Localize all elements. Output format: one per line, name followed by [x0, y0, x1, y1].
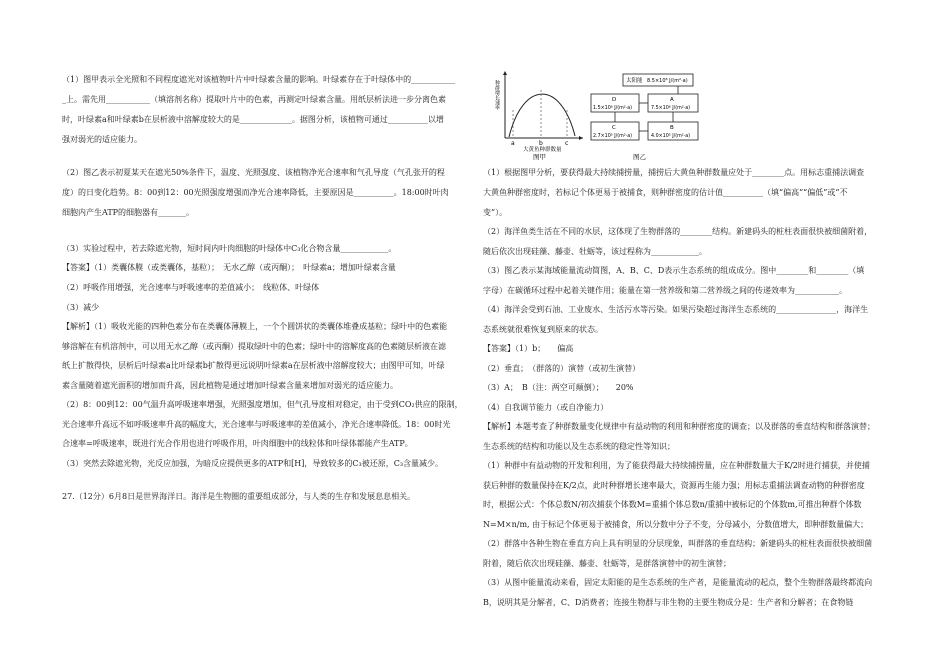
x-tick-a: a	[511, 140, 515, 147]
q27-analysis-line-2: 生态系统的结构和功能以及生态系统的稳定性等知识；	[483, 442, 675, 451]
q27-answer-line-3: （3）A； B（注：两空可颠倒）； 20%	[483, 383, 634, 392]
question-1-line-1: （1）图甲表示全光照和不同程度遮光对该植物叶片中叶绿素含量的影响。叶绿素存在于叶绿体中的___________	[62, 75, 456, 84]
analysis-line-4: 素含量随着遮光面积的增加而升高，因此植物是通过增加叶绿素含量来增加对弱光的适应能力。	[62, 381, 398, 390]
answer-line-3: （3）减少	[62, 303, 100, 312]
question-1-line-4: 强对弱光的适应能力。	[62, 135, 142, 144]
box-c-value: 2.7×10⁵ J/(m²·a)	[593, 134, 633, 139]
analysis-line-5: （2）8：00到12：00气温升高呼吸速率增强，光照强度增加，但气孔导度相对稳定，由于受到CO₂供应的限制，	[62, 400, 463, 409]
box-c-label: C	[612, 125, 616, 131]
box-a-label: A	[670, 97, 674, 103]
q27-2-line-1: （2）海洋鱼类生活在不同的水层，这体现了生物群落的________结构。新建码头的桩柱表面很快被细菌附着，	[483, 227, 873, 236]
box-b-value: 4.0×10⁵ J/(m²·a)	[651, 134, 691, 139]
q27-3-line-2: 字母）在碳循环过程中起着关键作用；能量在第一营养级和第二营养级之间的传递效率为___________。	[483, 286, 847, 295]
question-2-line-3: 细胞内产生ATP的细胞器有_______。	[62, 208, 195, 217]
question-1-line-2: _上。需先用___________（填溶剂名称）提取叶片中的色素，再测定叶绿素含量。用纸层析法进一步分离色素	[62, 95, 446, 104]
q27-answer-line-2: （2）垂直； （群落的）演替（或初生演替）	[483, 364, 641, 373]
x-tick-b: b	[539, 140, 543, 147]
caption-jia: 图甲	[533, 153, 546, 160]
x-tick-c: c	[565, 140, 569, 147]
answer-line-1: 【答案】（1）类囊体膜（或类囊体，基粒）； 无水乙醇（或丙酮）； 叶绿素a；增加叶绿素含量	[62, 263, 396, 272]
analysis-line-1: 【解析】（1）吸收光能的四种色素分布在类囊体薄膜上，一个个圆饼状的类囊体堆叠成基粒；绿叶中的色素能	[62, 322, 448, 331]
q27-analysis-line-9: （3）从图中能量流动来看，固定太阳能的是生态系统的生产者，是能量流动的起点，整个生物群落最终都流向	[483, 578, 873, 587]
figure-jia	[494, 71, 583, 160]
box-b-label: B	[670, 125, 674, 131]
q27-analysis-line-3: （1）种群中有益动物的开发和利用，为了能获得最大持续捕捞量，应在种群数量大于K/2时进行捕获，并使捕	[483, 461, 870, 470]
question-2-line-2: 度）的日变化趋势。8：00到12：00光照强度增强而净光合速率降低，主要原因是__________。18:00时叶肉	[62, 188, 449, 197]
x-axis-label: 大黄鱼种群数量	[523, 147, 562, 153]
box-d-label: D	[612, 97, 617, 103]
q27-analysis-line-4: 获后种群的数量保持在K/2点，此时种群增长速率最大，资源再生能力强；用标志重捕法调查动物的种群密度	[483, 481, 865, 490]
q27-analysis-line-6: N=M×n/m, 由于标记个体更易于被捕食，所以分数中分子不变，分母减小，分数值增大，即种群数量偏大；	[483, 520, 869, 529]
analysis-line-2: 够溶解在有机溶剂中，可以用无水乙醇（或丙酮）提取绿叶中的色素；绿叶中的溶解度高的色素随层析液在滤	[62, 342, 446, 351]
q27-4-line-2: 态系统就很难恢复到原来的状态。	[483, 325, 603, 334]
q27-analysis-line-7: （2）群落中各种生物在垂直方向上具有明显的分层现象，叫群落的垂直结构；新建码头的桩柱表面很快被细菌	[483, 539, 873, 548]
q27-4-line-1: （4）海洋会受到石油、工业废水、生活污水等污染。如果污染超过海洋生态系统的_______________，海洋生	[483, 305, 869, 314]
analysis-line-3: 纸上扩散得快，层析后叶绿素a比叶绿素b扩散得更远说明叶绿素a在层析液中溶解度较大；由图甲可知，叶绿	[62, 361, 445, 370]
q27-analysis-line-1: 【解析】本题考查了种群数量变化规律中有益动物的利用和种群密度的调查；以及群落的垂直结构和群落演替；	[483, 422, 875, 431]
growth-rate-curve	[509, 94, 575, 137]
caption-yi: 图乙	[633, 153, 646, 160]
q27-1-line-2: 大黄鱼种群密度时，若标记个体更易于被捕食，则种群密度的估计值__________（填“偏高”“偏低”或“不	[483, 188, 848, 197]
figure-yi	[591, 74, 698, 160]
sun-label: 太阳能	[626, 78, 643, 84]
q27-analysis-line-8: 附着，随后依次出现硅藻、藤壶、牡蛎等，是群落演替中的初生演替；	[483, 559, 731, 568]
q27-analysis-line-10: B，说明其是分解者，C、D消费者；连接生物群与非生物的主要生物成分是：生产者和分解者；在食物链	[483, 598, 854, 607]
q27-analysis-line-5: 时，根据公式：个体总数N/初次捕获个体数M=重捕个体总数n/重捕中被标记的个体数m,可推出种群个体数	[483, 500, 862, 509]
question-2-line-1: （2）图乙表示初夏某天在遮光50%条件下，温度、光照强度、该植物净光合速率和气孔导度（气孔张开的程	[62, 168, 445, 177]
q27-answer-line-4: （4）自我调节能力（或自净能力）	[483, 403, 609, 412]
analysis-line-8: （3）突然去除遮光物，光反应加强，为暗反应提供更多的ATP和[H]，导致较多的C₃被还原，C₃含量减少。	[62, 459, 444, 468]
box-d-value: 1.5×10⁶ J/(m²·a)	[593, 106, 633, 111]
q27-answer-line-1: 【答案】（1）b； 偏高	[483, 344, 574, 353]
answer-line-2: （2）呼吸作用增强，光合速率与呼吸速率的差值减小； 线粒体、叶绿体	[62, 283, 320, 292]
analysis-line-7: 合速率=呼吸速率，既进行光合作用也进行呼吸作用，叶肉细胞中的线粒体和叶绿体都能产生ATP。	[62, 439, 413, 448]
analysis-line-6: 光合速率升高远不如呼吸速率升高的幅度大，光合速率与呼吸速率的差值减小，净光合速率降低。18：00时光	[62, 420, 451, 429]
q27-3-line-1: （3）图乙表示某海域能量流动简图，A、B、C、D表示生态系统的组成成分。图中________和________（填	[483, 266, 865, 275]
box-a-value: 7.5×10⁶ J/(m²·a)	[651, 106, 691, 111]
figure-jia-yi	[483, 70, 893, 160]
y-axis-label: 种群增长速率	[494, 80, 500, 110]
q27-1-line-1: （1）根据图甲分析，要获得最大持续捕捞量，捕捞后大黄鱼种群数量应处于________点。用标志重捕法调查	[483, 168, 865, 177]
q27-2-line-2: 随后依次出现硅藻、藤壶、牡蛎等，该过程称为____________。	[483, 247, 707, 256]
question-27-heading: 27.（12分）6月8日是世界海洋日。海洋是生物圈的重要组成部分，与人类的生存和发展息息相关。	[62, 492, 416, 501]
question-3-line: （3）实验过程中，若去除遮光物，短时间内叶肉细胞的叶绿体中C₃化合物含量____________。	[62, 244, 397, 253]
q27-1-line-3: 变”）。	[483, 208, 508, 217]
sun-value: 8.5×10⁸ J/(m²·a)	[647, 78, 688, 84]
question-1-line-3: 时，叶绿素a和叶绿素b在层析液中溶解度较大的是_____________。据图分析，该植物可通过__________以增	[62, 115, 444, 124]
